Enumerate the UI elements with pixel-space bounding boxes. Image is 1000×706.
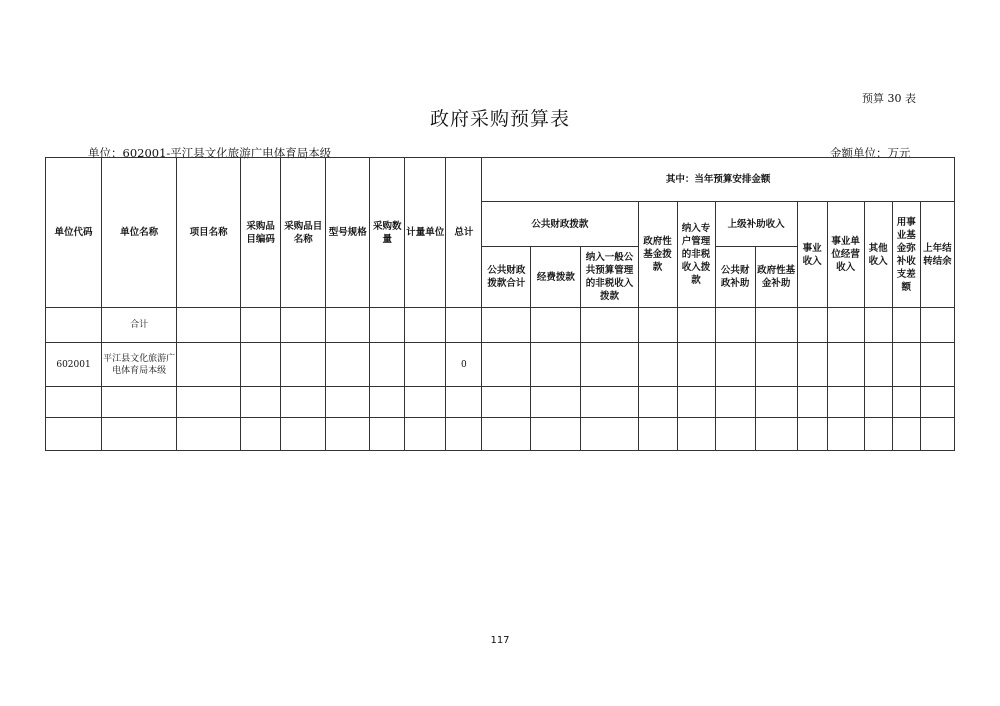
table-row-unit <box>46 343 955 387</box>
header-measure-unit: 计量单位 <box>405 158 446 308</box>
header-business-income: 事业收入 <box>797 202 827 308</box>
header-fund-cover: 用事业基金弥补收支差额 <box>892 202 920 308</box>
header-item-name: 采购品目名称 <box>281 158 326 308</box>
header-funding: 经费拨款 <box>531 247 581 308</box>
total-row-label: 合计 <box>102 308 177 343</box>
unit-code-cell: 602001 <box>46 343 102 387</box>
page-title: 政府采购预算表 <box>429 108 570 130</box>
page-number: 117 <box>490 635 510 646</box>
header-public-finance-total: 公共财政拨款合计 <box>482 247 531 308</box>
header-unit-code: 单位代码 <box>46 158 102 308</box>
header-current-year: 其中：当年预算安排金额 <box>482 158 955 202</box>
table-row-total <box>46 308 955 343</box>
unit-name-cell: 平江县文化旅游广电体育局本级 <box>102 343 177 387</box>
header-non-tax-general: 纳入一般公共预算管理的非税收入拨款 <box>581 247 638 308</box>
procurement-budget-table <box>45 157 955 451</box>
header-project-name: 项目名称 <box>177 158 241 308</box>
table-row-empty <box>46 418 955 451</box>
header-gov-fund: 政府性基金拨款 <box>638 202 677 308</box>
amount-unit: 金额单位：万元 <box>830 146 911 160</box>
header-carryover: 上年结转结余 <box>920 202 954 308</box>
table-row-empty <box>46 387 955 418</box>
unit-total-cell: 0 <box>446 343 482 387</box>
header-model: 型号规格 <box>326 158 370 308</box>
header-item-code: 采购品目编码 <box>241 158 281 308</box>
header-public-subsidy: 公共财政补助 <box>715 247 755 308</box>
header-operating-income: 事业单位经营收入 <box>827 202 864 308</box>
header-superior-subsidy: 上级补助收入 <box>715 202 797 247</box>
header-public-finance: 公共财政拨款 <box>482 202 638 247</box>
header-special-non-tax: 纳入专户管理的非税收入拨款 <box>677 202 715 308</box>
header-total: 总计 <box>446 158 482 308</box>
table-code: 预算 30 表 <box>862 92 916 105</box>
header-other-income: 其他收入 <box>864 202 892 308</box>
header-quantity: 采购数量 <box>370 158 405 308</box>
header-gov-fund-subsidy: 政府性基金补助 <box>755 247 797 308</box>
unit-line: 单位：602001-平江县文化旅游广电体育局本级 <box>88 146 332 160</box>
header-unit-name: 单位名称 <box>102 158 177 308</box>
